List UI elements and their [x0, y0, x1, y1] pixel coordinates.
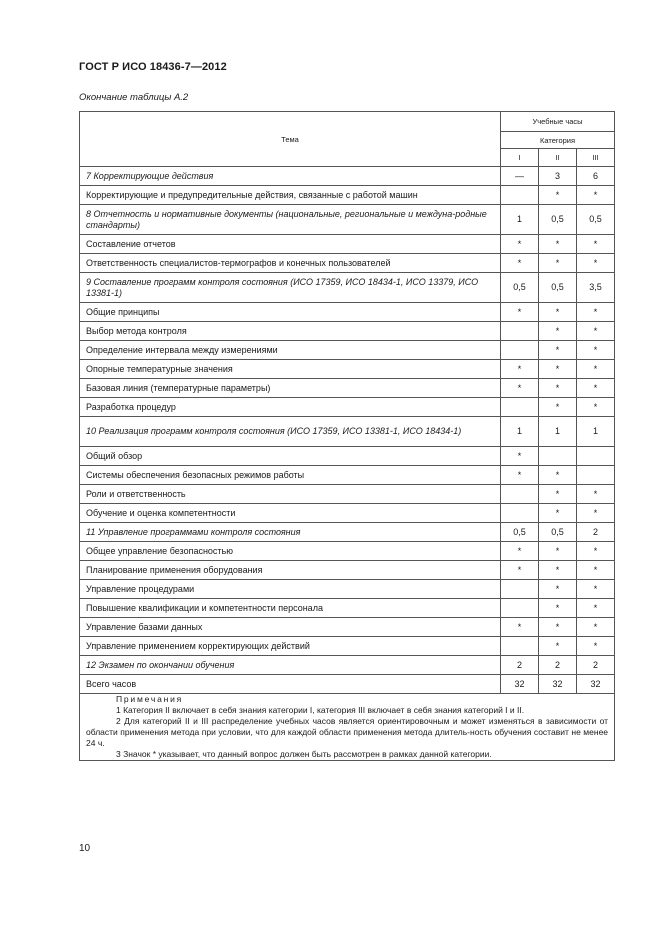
- note-1: 1 Категория II включает в себя знания категории I, категория III включает в себя знания категорий I и II.: [116, 705, 525, 715]
- hours-cell-cat-2: *: [539, 341, 577, 360]
- hours-cell-cat-3: *: [577, 398, 615, 417]
- hours-cell-cat-3: 32: [577, 675, 615, 694]
- table-body: [80, 167, 615, 694]
- category-iii-header: III: [577, 149, 615, 167]
- topic-cell: Обучение и оценка компетентности: [80, 504, 501, 523]
- topic-cell: Базовая линия (температурные параметры): [80, 379, 501, 398]
- table-caption: Окончание таблицы А.2: [79, 92, 189, 103]
- hours-cell-cat-3: *: [577, 637, 615, 656]
- hours-cell-cat-3: 6: [577, 167, 615, 186]
- document-header: ГОСТ Р ИСО 18436-7—2012: [79, 61, 227, 73]
- hours-cell-cat-2: *: [539, 504, 577, 523]
- hours-cell-cat-1: [501, 322, 539, 341]
- hours-cell-cat-1: [501, 485, 539, 504]
- topic-cell: Составление отчетов: [80, 235, 501, 254]
- hours-cell-cat-1: —: [501, 167, 539, 186]
- table-row: [80, 167, 615, 186]
- hours-cell-cat-1: [501, 580, 539, 599]
- hours-cell-cat-2: *: [539, 466, 577, 485]
- hours-cell-cat-1: *: [501, 447, 539, 466]
- table-row: [80, 618, 615, 637]
- hours-cell-cat-2: 2: [539, 656, 577, 675]
- hours-cell-cat-3: [577, 447, 615, 466]
- hours-cell-cat-3: *: [577, 303, 615, 322]
- hours-cell-cat-3: *: [577, 341, 615, 360]
- category-header: Категория: [501, 132, 615, 149]
- topic-cell: 10 Реализация программ контроля состояния (ИСО 17359, ИСО 13381-1, ИСО 18434-1): [80, 417, 501, 447]
- hours-cell-cat-2: *: [539, 618, 577, 637]
- hours-cell-cat-1: *: [501, 360, 539, 379]
- table-row: [80, 341, 615, 360]
- table-row: [80, 205, 615, 235]
- topic-cell: Общие принципы: [80, 303, 501, 322]
- hours-cell-cat-2: *: [539, 580, 577, 599]
- hours-cell-cat-1: *: [501, 542, 539, 561]
- topic-cell: Управление применением корректирующих действий: [80, 637, 501, 656]
- hours-cell-cat-2: 32: [539, 675, 577, 694]
- hours-cell-cat-3: *: [577, 580, 615, 599]
- hours-cell-cat-3: *: [577, 542, 615, 561]
- note-3: 3 Значок * указывает, что данный вопрос должен быть рассмотрен в рамках данной категории.: [116, 749, 492, 759]
- hours-cell-cat-2: [539, 447, 577, 466]
- hours-cell-cat-1: *: [501, 561, 539, 580]
- page-number: 10: [79, 843, 91, 854]
- hours-cell-cat-2: 0,5: [539, 205, 577, 235]
- hours-cell-cat-1: 1: [501, 417, 539, 447]
- hours-cell-cat-2: 3: [539, 167, 577, 186]
- hours-cell-cat-3: *: [577, 618, 615, 637]
- hours-cell-cat-3: 2: [577, 523, 615, 542]
- table-row: [80, 675, 615, 694]
- topic-cell: Роли и ответственность: [80, 485, 501, 504]
- topic-cell: Ответственность специалистов-термографов и конечных пользователей: [80, 254, 501, 273]
- topic-cell: Разработка процедур: [80, 398, 501, 417]
- table-row: [80, 523, 615, 542]
- hours-cell-cat-2: *: [539, 322, 577, 341]
- hours-cell-cat-2: *: [539, 398, 577, 417]
- hours-cell-cat-1: 1: [501, 205, 539, 235]
- hours-cell-cat-1: 0,5: [501, 273, 539, 303]
- table-row: [80, 466, 615, 485]
- topic-header: Тема: [80, 112, 501, 167]
- hours-cell-cat-3: *: [577, 504, 615, 523]
- table-row: [80, 254, 615, 273]
- hours-cell-cat-3: *: [577, 235, 615, 254]
- hours-cell-cat-2: 0,5: [539, 273, 577, 303]
- topic-cell: Системы обеспечения безопасных режимов работы: [80, 466, 501, 485]
- hours-cell-cat-2: *: [539, 485, 577, 504]
- hours-cell-cat-1: 2: [501, 656, 539, 675]
- topic-cell: 9 Составление программ контроля состояния (ИСО 17359, ИСО 18434-1, ИСО 13379, ИСО 13381-1): [80, 273, 501, 303]
- hours-cell-cat-3: *: [577, 485, 615, 504]
- topic-cell: Общее управление безопасностью: [80, 542, 501, 561]
- hours-cell-cat-1: [501, 186, 539, 205]
- hours-cell-cat-1: *: [501, 379, 539, 398]
- hours-cell-cat-1: [501, 398, 539, 417]
- note-2: 2 Для категорий II и III распределение учебных часов является ориентировочным и может изменяться в зависимости от области применения метода при условии, что для каждой области применения метода длитель-ность обучения составит не менее 24 ч.: [86, 716, 609, 748]
- hours-cell-cat-1: 0,5: [501, 523, 539, 542]
- hours-cell-cat-3: [577, 466, 615, 485]
- hours-cell-cat-3: *: [577, 599, 615, 618]
- hours-cell-cat-2: *: [539, 360, 577, 379]
- hours-cell-cat-3: *: [577, 360, 615, 379]
- hours-cell-cat-2: 0,5: [539, 523, 577, 542]
- table-row: [80, 599, 615, 618]
- hours-cell-cat-3: 0,5: [577, 205, 615, 235]
- table-row: [80, 235, 615, 254]
- hours-cell-cat-2: *: [539, 303, 577, 322]
- table-row: [80, 186, 615, 205]
- hours-cell-cat-2: *: [539, 561, 577, 580]
- topic-cell: Корректирующие и предупредительные действия, связанные с работой машин: [80, 186, 501, 205]
- hours-cell-cat-1: *: [501, 254, 539, 273]
- topic-cell: Выбор метода контроля: [80, 322, 501, 341]
- notes-title: Примечания: [116, 694, 184, 704]
- hours-cell-cat-1: [501, 341, 539, 360]
- table-row: [80, 542, 615, 561]
- hours-cell-cat-1: *: [501, 466, 539, 485]
- topic-cell: Управление процедурами: [80, 580, 501, 599]
- hours-cell-cat-3: *: [577, 322, 615, 341]
- table-row: [80, 360, 615, 379]
- table-row: [80, 504, 615, 523]
- table-row: [80, 273, 615, 303]
- topic-cell: Опорные температурные значения: [80, 360, 501, 379]
- table-row: [80, 580, 615, 599]
- hours-cell-cat-1: [501, 504, 539, 523]
- table-row: [80, 656, 615, 675]
- hours-cell-cat-1: *: [501, 303, 539, 322]
- hours-cell-cat-1: *: [501, 618, 539, 637]
- topic-cell: Общий обзор: [80, 447, 501, 466]
- table-row: [80, 485, 615, 504]
- table-row: [80, 561, 615, 580]
- hours-cell-cat-1: [501, 637, 539, 656]
- table-row: [80, 417, 615, 447]
- table-row: [80, 447, 615, 466]
- table-row: [80, 303, 615, 322]
- topic-cell: 8 Отчетность и нормативные документы (национальные, региональные и междуна-родные стандарты): [80, 205, 501, 235]
- hours-cell-cat-3: 2: [577, 656, 615, 675]
- hours-cell-cat-3: 3,5: [577, 273, 615, 303]
- table-row: [80, 398, 615, 417]
- topic-cell: Всего часов: [80, 675, 501, 694]
- hours-cell-cat-1: 32: [501, 675, 539, 694]
- hours-cell-cat-1: *: [501, 235, 539, 254]
- table-row: [80, 322, 615, 341]
- hours-cell-cat-2: *: [539, 637, 577, 656]
- hours-cell-cat-3: *: [577, 561, 615, 580]
- hours-cell-cat-2: *: [539, 599, 577, 618]
- topic-cell: Управление базами данных: [80, 618, 501, 637]
- topic-cell: Планирование применения оборудования: [80, 561, 501, 580]
- topic-cell: 7 Корректирующие действия: [80, 167, 501, 186]
- topic-cell: Повышение квалификации и компетентности персонала: [80, 599, 501, 618]
- table-row: [80, 637, 615, 656]
- category-i-header: I: [501, 149, 539, 167]
- hours-cell-cat-2: *: [539, 186, 577, 205]
- hours-cell-cat-3: *: [577, 186, 615, 205]
- notes-cell: [80, 694, 615, 761]
- hours-cell-cat-3: *: [577, 379, 615, 398]
- hours-cell-cat-2: 1: [539, 417, 577, 447]
- hours-header: Учебные часы: [501, 112, 615, 132]
- hours-cell-cat-3: *: [577, 254, 615, 273]
- hours-cell-cat-2: *: [539, 235, 577, 254]
- hours-cell-cat-2: *: [539, 542, 577, 561]
- category-ii-header: II: [539, 149, 577, 167]
- hours-cell-cat-1: [501, 599, 539, 618]
- table-row: [80, 379, 615, 398]
- hours-cell-cat-3: 1: [577, 417, 615, 447]
- topic-cell: Определение интервала между измерениями: [80, 341, 501, 360]
- training-hours-table: [79, 111, 615, 761]
- hours-cell-cat-2: *: [539, 379, 577, 398]
- topic-cell: 11 Управление программами контроля состояния: [80, 523, 501, 542]
- hours-cell-cat-2: *: [539, 254, 577, 273]
- topic-cell: 12 Экзамен по окончании обучения: [80, 656, 501, 675]
